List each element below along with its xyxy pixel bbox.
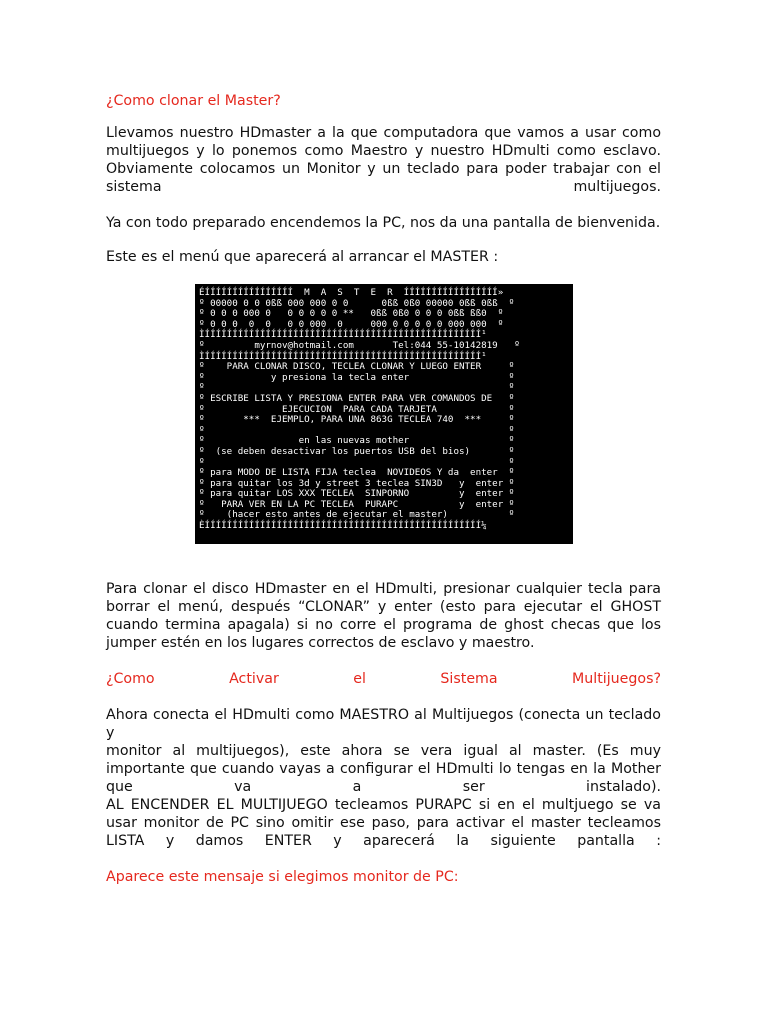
paragraph-line: borrar el menú, después “CLONAR” y enter (esto para ejecutar el GHOST	[106, 599, 661, 615]
screen-line: º EJECUCION PARA CADA TARJETA º	[199, 403, 515, 415]
screen-line: º *** EJEMPLO, PARA UNA 863G TECLEA 740 *** º	[199, 414, 515, 426]
paragraph-intro	[106, 124, 661, 196]
paragraph-line: Obviamente colocamos un Monitor y un teclado para poder trabajar con el	[106, 161, 661, 177]
heading-monitor-message: Aparece este mensaje si elegimos monitor de PC:	[106, 869, 459, 885]
screen-line: ÉÍÍÍÍÍÍÍÍÍÍÍÍÍÍÍÍ M A S T E R ÍÍÍÍÍÍÍÍÍÍÍÍÍÍÍÍÍ»	[199, 287, 504, 298]
screen-line: º º	[199, 456, 515, 468]
paragraph-line: Llevamos nuestro HDmaster a la que computadora que vamos a usar como	[106, 125, 661, 141]
screen-line: º PARA CLONAR DISCO, TECLEA CLONAR Y LUEGO ENTER º	[199, 361, 515, 373]
paragraph-line: LISTA y damos ENTER y aparecerá la siguiente pantalla :	[106, 833, 661, 849]
paragraph-menu-intro: Este es el menú que aparecerá al arrancar el MASTER :	[106, 249, 499, 265]
screen-line: º (se deben desactivar los puertos USB del bios) º	[199, 445, 515, 457]
screen-line: º myrnov@hotmail.com Tel:044 55-10142819 º	[199, 339, 520, 351]
screen-line: º y presiona la tecla enter º	[199, 371, 515, 383]
screen-line: ÌÍÍÍÍÍÍÍÍÍÍÍÍÍÍÍÍÍÍÍÍÍÍÍÍÍÍÍÍÍÍÍÍÍÍÍÍÍÍÍÍÍÍÍÍÍÍÍÍÍÍ¹	[199, 329, 487, 341]
screen-line: º 00000 0 0 0ßß 000 000 0 0 0ßß 0ß0 00000 0ßß 0ßß º	[199, 297, 515, 309]
paragraph-line: jumper estén en los lugares correctos de esclavo y maestro.	[106, 635, 535, 651]
paragraph-ready: Ya con todo preparado encendemos la PC, nos da una pantalla de bienvenida.	[106, 215, 661, 231]
screen-line: º para MODO DE LISTA FIJA teclea NOVIDEOS Y da enter º	[199, 467, 515, 479]
master-menu-screenshot	[195, 284, 573, 544]
screen-line: ÌÍÍÍÍÍÍÍÍÍÍÍÍÍÍÍÍÍÍÍÍÍÍÍÍÍÍÍÍÍÍÍÍÍÍÍÍÍÍÍÍÍÍÍÍÍÍÍÍÍÍ¹	[199, 350, 487, 362]
screen-line: º para quitar LOS XXX TECLEA SINPORNO y enter º	[199, 488, 515, 500]
paragraph-line: cuando termina apagala) si no corre el programa de ghost checas que los	[106, 617, 661, 633]
screen-line: º (hacer esto antes de ejecutar el master) º	[199, 509, 515, 521]
paragraph-line: que va a ser instalado).	[106, 779, 661, 795]
screen-line: º PARA VER EN LA PC TECLEA PURAPC y enter º	[199, 498, 515, 510]
paragraph-connect-hdmulti	[106, 706, 661, 796]
screen-line: º ESCRIBE LISTA Y PRESIONA ENTER PARA VER COMANDOS DE º	[199, 392, 515, 404]
screen-line: ÈÍÍÍÍÍÍÍÍÍÍÍÍÍÍÍÍÍÍÍÍÍÍÍÍÍÍÍÍÍÍÍÍÍÍÍÍÍÍÍÍÍÍÍÍÍÍÍÍÍÍ¼	[199, 520, 487, 532]
paragraph-line: importante que cuando vayas a configurar el HDmulti lo tengas en la Mother	[106, 761, 661, 777]
screen-line: º 0 0 0 000 0 0 0 0 0 0 ** 0ßß 0ß0 0 0 0 0ßß ßß0 º	[199, 308, 504, 320]
heading-clone-master: ¿Como clonar el Master?	[106, 93, 281, 109]
screen-line: º º	[199, 382, 515, 394]
paragraph-line: monitor al multijuegos), este ahora se vera igual al master. (Es muy	[106, 743, 661, 759]
paragraph-word: multijuegos.	[573, 179, 661, 195]
paragraph-line: Ahora conecta el HDmulti como MAESTRO al Multijuegos (conecta un teclado y	[106, 707, 661, 741]
paragraph-line: AL ENCENDER EL MULTIJUEGO tecleamos PURAPC si en el multjuego se va	[106, 797, 661, 813]
paragraph-line: multijuegos y lo ponemos como Maestro y nuestro HDmulti como esclavo.	[106, 143, 661, 159]
screen-line: º para quitar los 3d y street 3 teclea SIN3D y enter º	[199, 477, 515, 489]
screen-line: º 0 0 0 0 0 0 0 000 0 000 0 0 0 0 0 000 000 º	[199, 318, 504, 330]
paragraph-line	[106, 178, 661, 196]
paragraph-line: Para clonar el disco HDmaster en el HDmulti, presionar cualquier tecla para	[106, 581, 661, 597]
paragraph-line: usar monitor de PC sino omitir ese paso, para activar el master tecleamos	[106, 815, 661, 831]
screen-line: º º	[199, 424, 515, 436]
screen-line: º en las nuevas mother º	[199, 435, 515, 447]
paragraph-word: sistema	[106, 179, 162, 195]
heading-activate-system: ¿Como Activar el Sistema Multijuegos?	[106, 671, 661, 687]
paragraph-power-on	[106, 796, 661, 850]
paragraph-clone-instructions	[106, 580, 661, 652]
